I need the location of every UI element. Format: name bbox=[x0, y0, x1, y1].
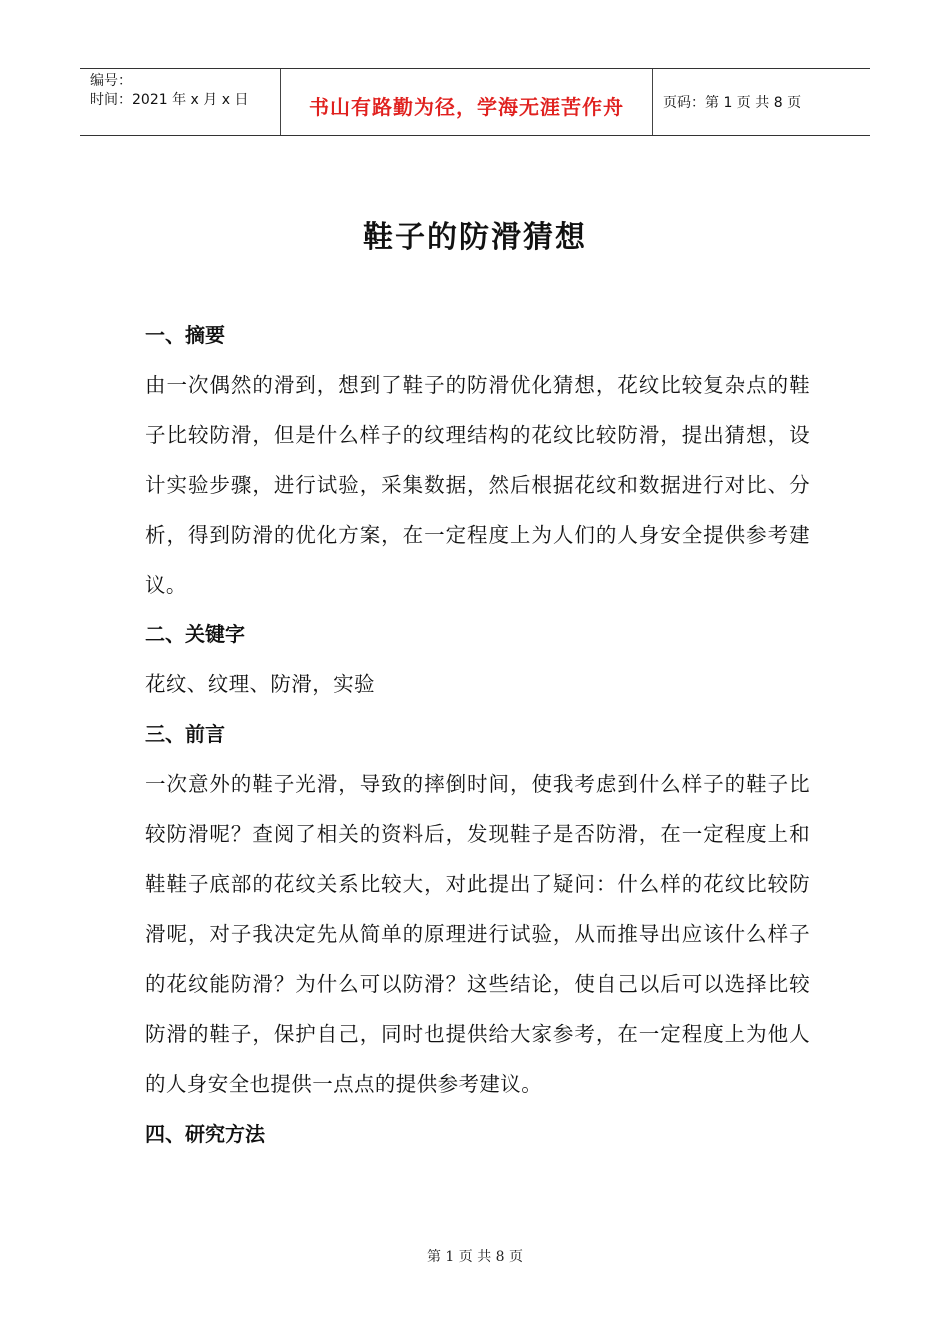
page-footer: 第 1 页 共 8 页 bbox=[426, 1249, 524, 1265]
header-motto-cell bbox=[281, 69, 653, 135]
section-body-keywords: 花纹、纹理、防滑，实验 bbox=[145, 672, 375, 696]
section-heading-preface: 三、前言 bbox=[145, 722, 225, 746]
document-body bbox=[145, 315, 810, 1154]
section-body-preface: 一次意外的鞋子光滑，导致的摔倒时间，使我考虑到什么样子的鞋子比较防滑呢？查阅了相关的资料后，发现鞋子是否防滑，在一定程度上和鞋鞋子底部的花纹关系比较大，对此提出了疑问：什么样的花纹比较防滑呢，对子我决定先从简单的原理进行试验，从而推导出应该什么样子的花纹能防滑？为什么可以防滑？这些结论，使自己以后可以选择比较防滑的鞋子，保护自己，同时也提供给大家参考，在一定程度上为他人的人身安全也提供一点点的提供参考建议。 bbox=[145, 772, 810, 1096]
header-table bbox=[80, 68, 870, 136]
section-heading-abstract: 一、摘要 bbox=[145, 323, 225, 347]
document-title: 鞋子的防滑猜想 bbox=[363, 220, 587, 255]
number-label: 编号： bbox=[90, 73, 132, 89]
section-heading-methods: 四、研究方法 bbox=[145, 1122, 265, 1146]
section-heading-keywords: 二、关键字 bbox=[145, 622, 245, 646]
page-info: 页码：第 1 页 共 8 页 bbox=[663, 95, 802, 111]
time-label: 时间：2021 年 x 月 x 日 bbox=[90, 92, 249, 108]
header-info-cell bbox=[80, 69, 281, 135]
section-body-abstract: 由一次偶然的滑到，想到了鞋子的防滑优化猜想，花纹比较复杂点的鞋子比较防滑，但是什么样子的纹理结构的花纹比较防滑，提出猜想，设计实验步骤，进行试验，采集数据，然后根据花纹和数据进行对比、分析，得到防滑的优化方案，在一定程度上为人们的人身安全提供参考建议。 bbox=[145, 373, 810, 597]
motto-text: 书山有路勤为径，学海无涯苦作舟 bbox=[309, 94, 624, 119]
header-page-cell bbox=[653, 69, 870, 135]
